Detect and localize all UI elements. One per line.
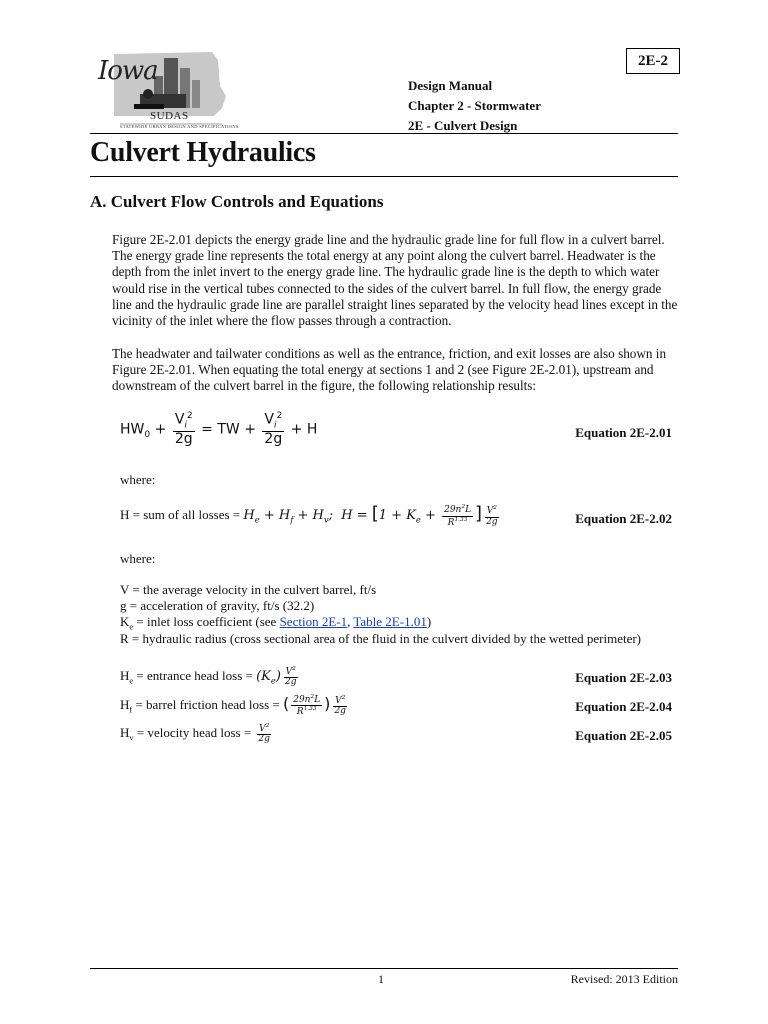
where-label-2: where: <box>120 551 156 566</box>
equation-4-label: Equation 2E-2.04 <box>575 699 672 714</box>
header-chapter: Chapter 2 - Stormwater <box>408 98 541 113</box>
def-hv-text: = velocity head loss = <box>133 724 252 740</box>
def-v: V = the average velocity in the culvert barrel, ft/s <box>120 582 377 597</box>
equation-1: $HW_0$ + $\frac{V_i^2}{2g}$ = TW + $\frac{V_i^2}{2g}$ + H <box>120 411 318 447</box>
def-hv: $H_v$ = velocity head loss = $\frac{V^2}{2g}$ <box>120 723 270 745</box>
def-r: R = hydraulic radius (cross sectional area of the fluid in the culvert divided by the wetted perimeter) <box>120 631 642 646</box>
revision-note: Revised: 2013 Edition <box>570 972 678 986</box>
def-hf: $H_f$ = barrel friction head loss = ( $\frac{29n^2L}{R^{1.33}}$ ) $\frac{V^2}{2g}$ <box>120 693 346 718</box>
title-rule <box>90 176 678 177</box>
paragraph-2-text: The headwater and tailwater conditions as well as the entrance, friction, and exit losses are also shown in Figure 2E-2.01. When equating the total energy at sections 1 and 2 (see Figure 2E-2.01), upstream and downstream of the culvert barrel in the figure, the following relationship results: <box>112 346 667 394</box>
header-manual: Design Manual <box>408 78 493 93</box>
footer-rule <box>90 968 678 969</box>
page-title: Culvert Hydraulics <box>90 137 316 168</box>
where-label-1: where: <box>120 472 156 487</box>
section-badge: 2E-2 <box>626 48 680 74</box>
table-2e-1-01-link[interactable]: Table 2E-1.01 <box>353 614 427 629</box>
h-definition: H = sum of all losses = <box>120 507 241 522</box>
equation-1-label: Equation 2E-2.01 <box>575 425 672 440</box>
def-ke: $K_e$ = inlet loss coefficient (see Section 2E-1, Table 2E-1.01) <box>120 614 432 632</box>
header-rule <box>90 133 678 134</box>
equation-3-label: Equation 2E-2.03 <box>575 670 672 685</box>
def-he: $H_e$ = entrance head loss = $(K_e)$ $\frac{V^2}{2g}$ <box>120 666 297 688</box>
equation-2: H = sum of all losses = $H_e + H_f + H_v$; $H = [1 + K_e$ + $\frac{29n^2L}{R^{1.33}}$ ] $\frac{V^2}{2g}$ <box>120 503 498 528</box>
page-number: 1 <box>378 972 384 986</box>
def-ke-text: = inlet loss coefficient (see <box>133 614 280 629</box>
section-heading: A. Culvert Flow Controls and Equations <box>90 192 384 211</box>
def-ke-sep: , <box>347 614 354 629</box>
paragraph-1-text: Figure 2E-2.01 depicts the energy grade line and the hydraulic grade line for full flow in a culvert barrel. The energy grade line represents the total energy at any point along the culvert barrel. Headwater is the depth from the inlet invert to the energy grade line. The hydraulic grade line is the depth to which water would rise in the vertical tubes connected to the sides of the culvert barrel. In full flow, the energy grade line and the hydraulic grade line are parallel straight lines separated by the velocity head lines except in the vicinity of the inlet where the flow passes through a contraction. <box>112 232 678 329</box>
logo-wordmark: Iowa <box>98 56 158 86</box>
logo-name: SUDAS <box>150 110 189 122</box>
header-text <box>408 76 541 136</box>
equation-2-label: Equation 2E-2.02 <box>575 511 672 526</box>
paragraph-1 <box>112 232 682 329</box>
def-he-text: = entrance head loss = <box>133 667 253 683</box>
equation-5-label: Equation 2E-2.05 <box>575 728 672 743</box>
def-g: g = acceleration of gravity, ft/s (32.2) <box>120 598 315 613</box>
header-section: 2E - Culvert Design <box>408 118 518 133</box>
logo-subtitle: STATEWIDE URBAN DESIGN AND SPECIFICATIONS <box>120 124 239 129</box>
def-ke-suffix: ) <box>426 614 432 629</box>
section-2e-1-link[interactable]: Section 2E-1 <box>279 614 348 629</box>
paragraph-2 <box>112 346 682 395</box>
def-hf-text: = barrel friction head loss = <box>132 696 280 712</box>
